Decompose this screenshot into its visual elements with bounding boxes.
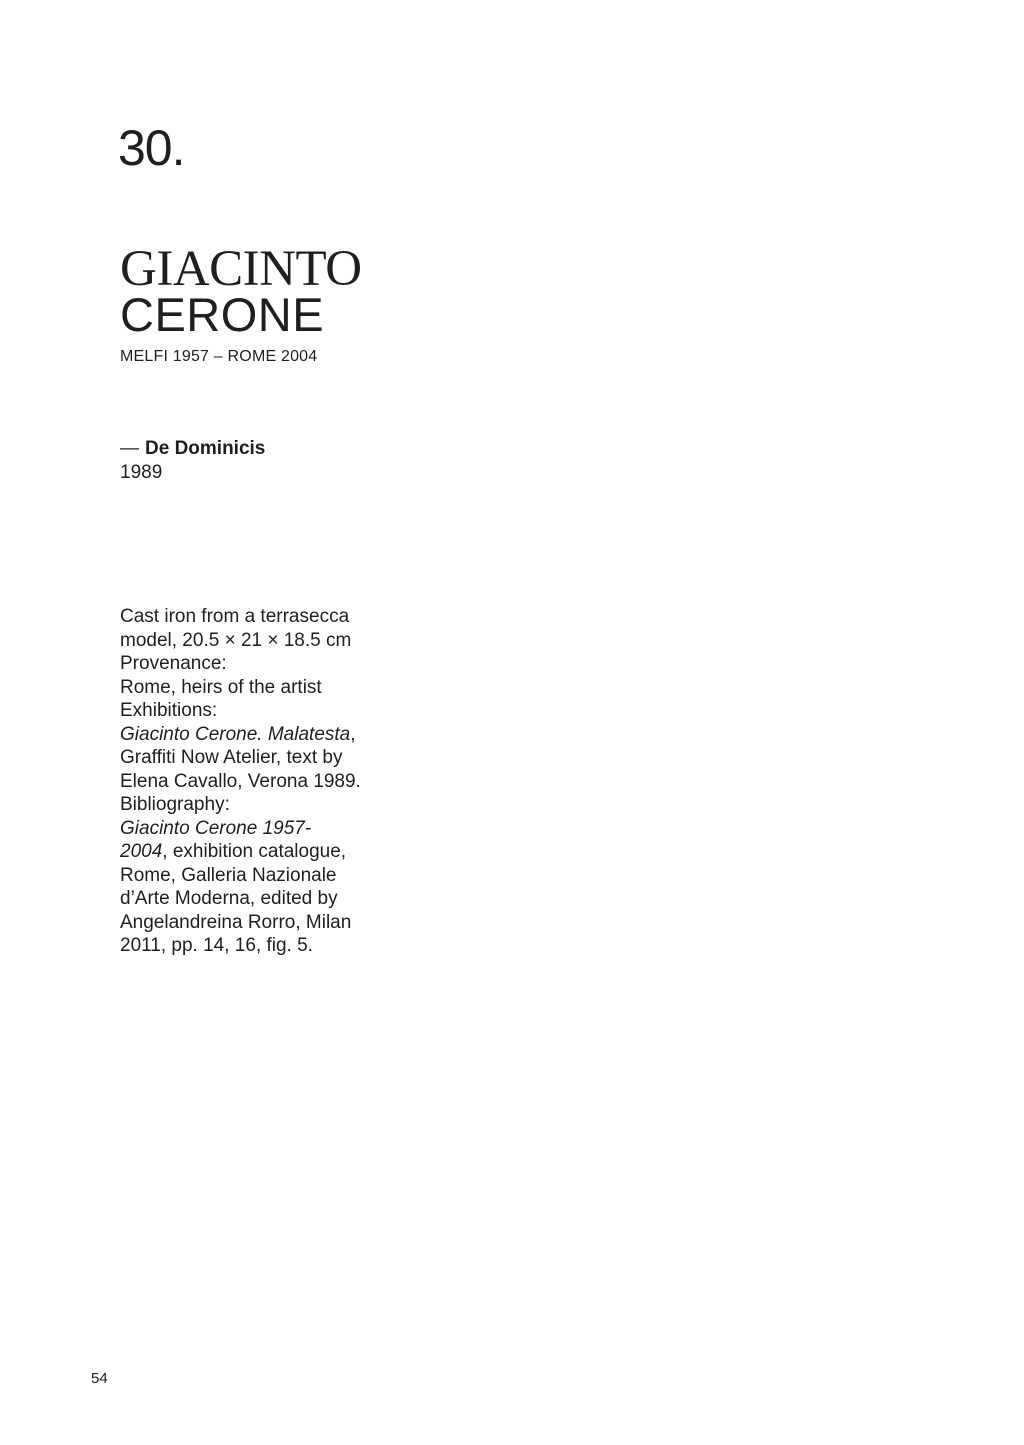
bibliography-line-5: Angelandreina Rorro, Milan — [120, 911, 352, 933]
exhibition-title-comma: , — [350, 723, 356, 745]
bibliography-line-1 — [120, 817, 420, 841]
provenance-label: Provenance: — [120, 653, 227, 674]
exhibition-line-2: Graffiti Now Atelier, text by — [120, 747, 343, 768]
work-details — [120, 605, 420, 958]
provenance-value: Rome, heirs of the artist — [120, 676, 322, 698]
medium-line-1: Cast iron from a terrasecca — [120, 606, 350, 627]
bibliography-line-3: Rome, Galleria Nazionale — [120, 864, 337, 886]
work-block — [120, 437, 265, 485]
bibliography-line-6: 2011, pp. 14, 16, fig. 5. — [120, 935, 313, 956]
exhibition-title: Giacinto Cerone. Malatesta — [120, 723, 351, 745]
bibliography-line-4: d’Arte Moderna, edited by — [120, 888, 338, 909]
exhibition-line-1 — [120, 723, 420, 747]
bibliography-title-part-2: 2004 — [120, 841, 163, 862]
medium-line-2: model, 20.5 × 21 × 18.5 cm — [120, 629, 352, 651]
artist-first-name: GIACINTO — [120, 241, 362, 297]
bibliography-label: Bibliography: — [120, 794, 230, 815]
work-year: 1989 — [120, 462, 163, 483]
artist-name — [120, 241, 362, 341]
work-title: De Dominicis — [145, 438, 266, 459]
exhibition-line-3: Elena Cavallo, Verona 1989. — [120, 770, 361, 792]
artist-dates: MELFI 1957 – ROME 2004 — [120, 348, 318, 365]
bibliography-title-part-1: Giacinto Cerone 1957- — [120, 817, 312, 839]
work-title-line — [120, 437, 265, 461]
entry-number: 30. — [118, 120, 185, 176]
em-dash: — — [120, 438, 139, 459]
bibliography-line-2-rest: , exhibition catalogue, — [162, 841, 347, 862]
bibliography-line-2 — [120, 840, 420, 864]
page-number: 54 — [91, 1370, 108, 1387]
artist-last-name: CERONE — [120, 288, 325, 341]
exhibitions-label: Exhibitions: — [120, 700, 218, 721]
